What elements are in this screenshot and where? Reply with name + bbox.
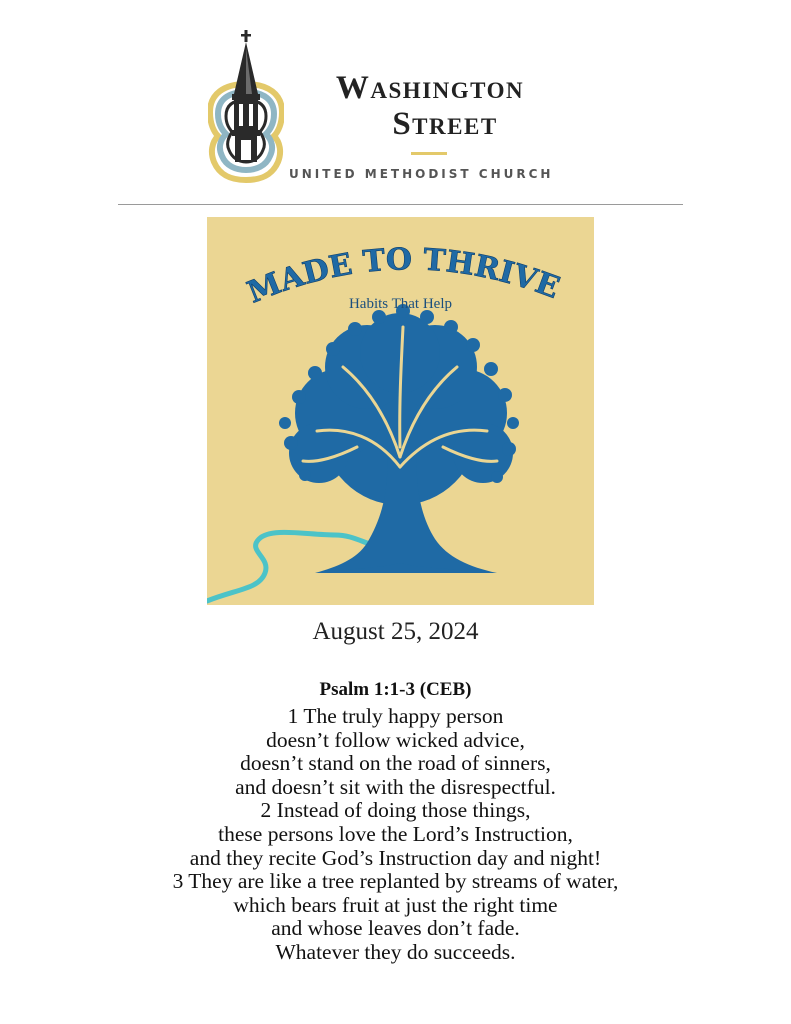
verse-line: these persons love the Lord’s Instruction, bbox=[218, 821, 573, 846]
steeple-logo-icon bbox=[208, 28, 284, 186]
verse-line: 3 They are like a tree replanted by streams of water, bbox=[172, 869, 619, 894]
verse-line: 2 Instead of doing those things, bbox=[260, 798, 531, 823]
wordmark-accent-rule bbox=[411, 152, 447, 155]
verse-line: doesn’t follow wicked advice, bbox=[266, 727, 525, 752]
verse-line: doesn’t stand on the road of sinners, bbox=[240, 751, 551, 776]
verse-line: 1 The truly happy person bbox=[287, 704, 504, 728]
service-date: August 25, 2024 bbox=[312, 618, 479, 645]
scripture-passage bbox=[0, 705, 791, 965]
scripture-reference: Psalm 1:1-3 (CEB) bbox=[319, 679, 472, 700]
verse-line: and they recite God’s Instruction day and night! bbox=[189, 845, 602, 870]
series-title: MADE TO THRIVE bbox=[242, 242, 565, 311]
verse-line: Whatever they do succeeds. bbox=[275, 939, 516, 964]
verse-line: which bears fruit at just the right time bbox=[233, 892, 558, 917]
verse-line: and doesn’t sit with the disrespectful. bbox=[235, 774, 556, 799]
wordmark-line-washington: Washington bbox=[335, 70, 525, 106]
header-divider bbox=[118, 204, 683, 205]
verse-line: and whose leaves don’t fade. bbox=[271, 916, 520, 941]
wordmark-subtitle: UNITED METHODIST CHURCH bbox=[289, 167, 554, 181]
church-wordmark bbox=[282, 70, 578, 142]
series-artwork bbox=[207, 217, 594, 605]
wordmark-line-street: Street bbox=[392, 106, 498, 142]
series-subtitle: Habits That Help bbox=[348, 296, 453, 312]
